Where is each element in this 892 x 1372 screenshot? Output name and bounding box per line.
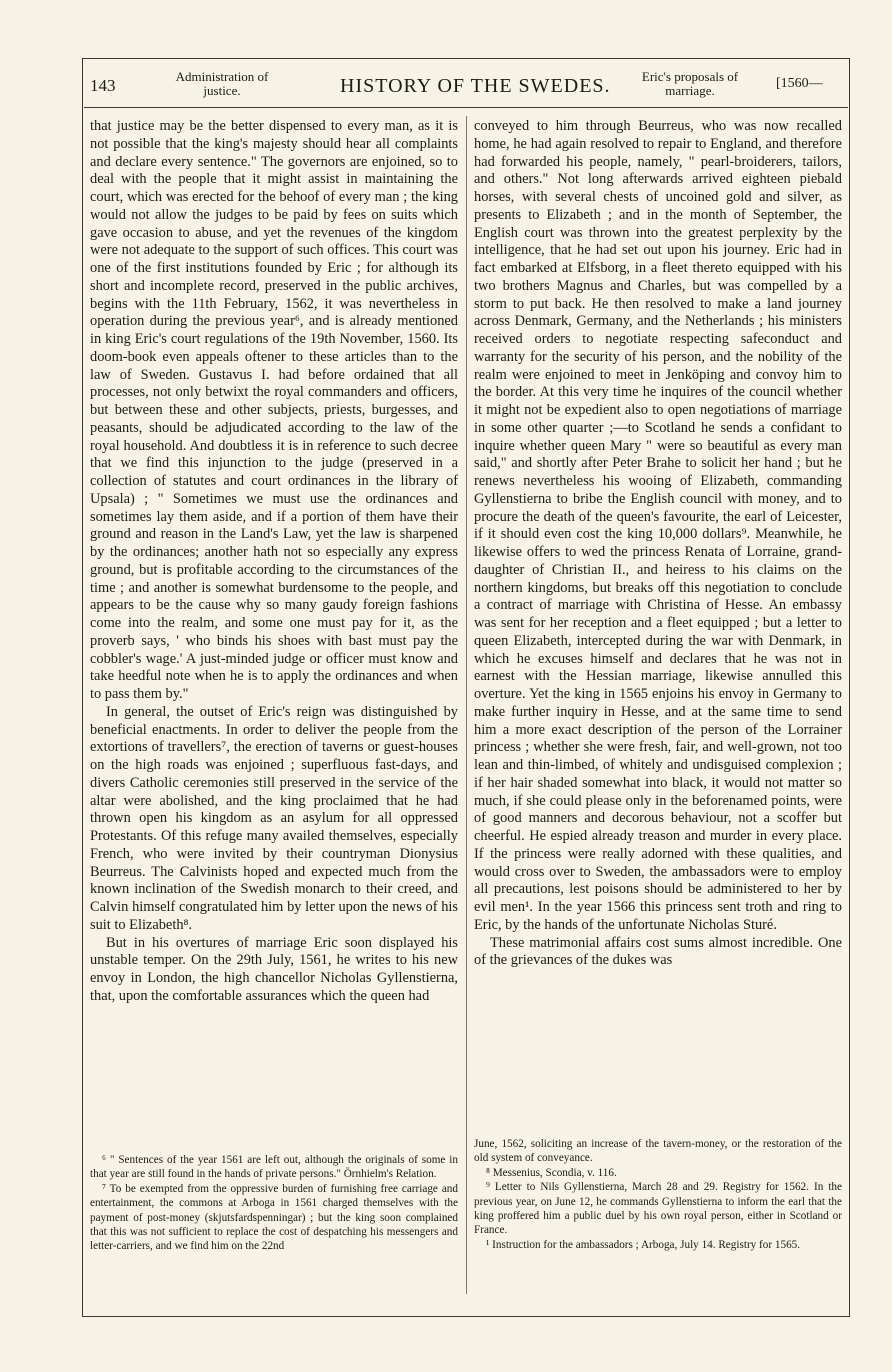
right-column [474, 118, 842, 970]
page-border-top [82, 58, 850, 59]
paragraph: In general, the outset of Eric's reign was distinguished by beneficial enactments. In order to deliver the people from the extortions of travellers⁷, the erection of taverns or guest-houses on the high roads was enjoined ; superfluous fast-days, and divers Catholic ceremonies still preserved in the service of the altar were abolished, and the king proclaimed that he had thrown open his kingdom as an asylum for all oppressed Protestants. Of this refuge many availed themselves, especially French, who were invited by their countryman Dionysius Beurreus. The Calvinists hoped and expected much from the known inclination of the Swedish monarch to their creed, and Calvin himself congratulated him by letter upon the news of his suit to Elizabeth⁸. [90, 703, 458, 933]
page-title: HISTORY OF THE SWEDES. [340, 75, 611, 97]
footnote: ⁶ " Sentences of the year 1561 are left out, although the originals of some in that year are still found in the hands of private persons." Örnhielm's Relation. [90, 1154, 458, 1181]
right-footnotes [474, 1137, 842, 1252]
footnote: June, 1562, soliciting an increase of the tavern-money, or the restoration of the old system of conveyance. [474, 1138, 842, 1165]
page-border-right [849, 58, 850, 1316]
left-column [90, 118, 458, 1006]
page-border-bottom [82, 1316, 850, 1317]
left-footnotes [90, 1153, 458, 1254]
footnote: ⁸ Messenius, Scondia, v. 116. [486, 1166, 617, 1179]
date-range: [1560— [776, 76, 823, 91]
running-header [90, 66, 846, 108]
column-divider [466, 116, 467, 1294]
page-border-left [82, 58, 83, 1316]
page-number: 143 [90, 76, 116, 95]
paragraph: that justice may be the better dispensed to every man, as it is not possible that the king's majesty should hear all complaints and declare every sentence." The governors are enjoined, so to deal with the people that it might assist in maintaining the court, which was erected for the behoof of every man ; the king would not allow the judges to be paid by fees on suits which gave occasion to abuse, and yet the revenues of the kingdom were not adequate to the support of such offices. This court was one of the first institutions founded by Eric ; for although its short and incomplete record, preserved in the public archives, begins with the 11th February, 1562, it was nevertheless in operation during the previous year⁶, and is already mentioned in king Eric's court regulations of the 19th November, 1560. Its doom-book even appeals oftener to these articles than to the law of Sweden. Gustavus I. had before ordained that all processes, not only betwixt the royal commanders and officers, but between these and other subjects, priests, burgesses, and peasants, should be adjudicated according to the law of the royal household. And doubtless it is in reference to such decree that we find this injunction to the judge (preserved in a collection of statutes and court ordinances in the library of Upsala) ; " Sometimes we must use the ordinances and sometimes lay them aside, and if a portion of them have their ground and reason in the Land's Law, yet the law is sharpened by the ordinances; another hath not so especially any express ground, but is profitable according to the circumstances of the time ; and another is somewhat burdensome to the people, and appears to be the cause why so many gaudy foreign fashions come into the realm, and some one must pay for it, as the proverb says, ' who binds his shoes with bast must pay the cobbler's wage.' A just-minded judge or officer must know and take heedful note when he is to apply the ordinances and when to pass them by." [90, 118, 458, 702]
paragraph: conveyed to him through Beurreus, who was now recalled home, he had again resolved to repair to England, and therefore had forwarded his people, namely, " pearl-broiderers, tailors, and others." Not long afterwards arrived eighteen piebald horses, with several chests of uncoined gold and silver, as presents to Elizabeth ; and in the month of September, the English court was thrown into the greatest perplexity by the intelligence, that he had set out upon his journey. Eric had in fact embarked at Elfsborg, in a fleet thereto equipped with his two brothers Magnus and Charles, but was compelled by a storm to put back. He then resolved to make a land journey across Denmark, Germany, and the Netherlands ; his ministers received orders to negotiate respecting safeconduct and warranty for the security of his person, and the nobility of the realm were enjoined to meet in Jenköping and convoy him to the border. At this very time he inquires of the council whether it might not be expedient also to open negotiations of marriage in some other quarter ;—to Scotland he sends a confidant to inquire whether queen Mary " were so beautiful as every man said," and shortly after Peter Brahe to solicit her hand ; but he renews nevertheless his wooing of Elizabeth, commanding Gyllenstierna to bribe the English council with money, and to procure the death of the queen's favourite, the earl of Leicester, if it should even cost the king 10,000 dollars⁹. Meanwhile, he likewise offers to wed the princess Renata of Lorraine, grand-daughter of Christian II., and heiress to his claims on the northern kingdoms, but breaks off this negotiation to conclude a contract of marriage with Christina of Hesse. An embassy was sent for her reception and a fleet equipped ; but a letter to queen Elizabeth, intercepted during the war with Denmark, in which he excuses himself and declares that he was not in earnest with the Hessian marriage, likewise annulled this overture. Yet the king in 1565 enjoins his envoy in Germany to make further inquiry in Hesse, and at the same time to send him a more exact description of the person of the Lorrainer princess ; whether she were fresh, fair, and well-grown, not too lean and thin-limbed, of whitely and undisguised complexion ; if her hair shaded somewhat into black, it would not matter so much, if she could please only in the beforenamed points, were of good manners and decorous behaviour, not a scoffer but cheerful. He espied already treason and murder in every place. If the princess were really adorned with these qualities, and would cross over to Sweden, the ambassadors were to employ all precautions, lest poisons should be administered to her by evil men¹. In the year 1566 this princess sent troth and ring to Eric, by the hands of the unfortunate Nicholas Sturé. [474, 118, 842, 933]
left-margin-note: Administration of justice. [175, 69, 269, 98]
footnote: ⁷ To be exempted from the oppressive burden of furnishing free carriage and entertainment, the commons at Arboga in 1561 charged themselves with the payment of post-money (skjutsfardspenningar) ; but the king soon complained that this was not sufficient to replace the cost of despatching his messengers and letter-carriers, and we find him on the 22nd [90, 1182, 458, 1253]
footnote: ¹ Instruction for the ambassadors ; Arboga, July 14. Registry for 1565. [486, 1238, 801, 1251]
header-rule [84, 107, 848, 108]
footnote: ⁹ Letter to Nils Gyllenstierna, March 28 and 29. Registry for 1562. In the previous year, on June 12, he commands Gyllenstierna to inform the earl that the king proffered him a public duel by his own royal person, either in Scotland or France. [474, 1181, 842, 1237]
paragraph: These matrimonial affairs cost sums almost incredible. One of the grievances of the dukes was [474, 934, 842, 969]
right-margin-note: Eric's proposals of marriage. [641, 69, 739, 98]
paragraph: But in his overtures of marriage Eric soon displayed his unstable temper. On the 29th July, 1561, he writes to his new envoy in London, the high chancellor Nicholas Gyllenstierna, that, upon the comfortable assurances which the queen had [90, 934, 458, 1004]
